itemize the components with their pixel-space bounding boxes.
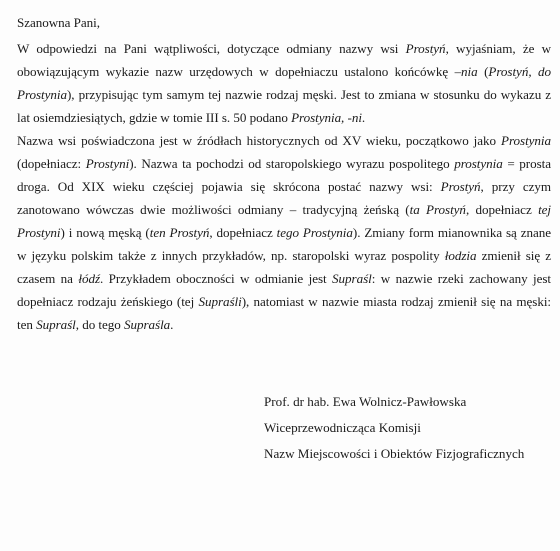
italic-text-run: prostynia (454, 156, 503, 171)
text-run: ). Zmiany form mianownika są znane w języku polskim także z innych przykładów, np. staropolski wyraz pospolity (17, 225, 551, 263)
text-run: ( (477, 64, 489, 79)
letter-body (17, 8, 551, 336)
italic-text-run: ta Prostyń (409, 202, 466, 217)
letter-paragraph-1 (17, 37, 551, 129)
text-run: Nazwa wsi poświadczona jest w źródłach historycznych od XV wieku, początkowo jako (17, 133, 502, 148)
italic-text-run: Supraśl (332, 271, 372, 286)
text-run: , przy czym zanotowano wówczas dwie możliwości odmiany – tradycyjną żeńską ( (17, 179, 551, 217)
italic-text-run: łódź (78, 271, 101, 286)
italic-text-run: Prostynia, -ni (291, 110, 362, 125)
italic-text-run: łodzia (444, 248, 477, 263)
signature-organization: Nazw Miejscowości i Obiektów Fizjograficznych (264, 446, 525, 461)
text-run: , dopełniacz (465, 202, 539, 217)
italic-text-run: Prostyń, do Prostynia (17, 64, 551, 102)
signature-role: Wiceprzewodnicząca Komisji (264, 420, 421, 435)
text-run: . Przykładem oboczności w odmianie jest (100, 271, 333, 286)
italic-text-run: Prostyń (440, 179, 481, 194)
text-run: zmienił się z czasem na (17, 248, 551, 286)
text-run: . (361, 110, 366, 125)
italic-text-run: Supraśl (36, 317, 76, 332)
text-run: , dopełniacz (209, 225, 277, 240)
text-run: W odpowiedzi na Pani wątpliwości, dotyczące odmiany nazwy wsi (17, 41, 406, 56)
signature-name: Prof. dr hab. Ewa Wolnicz-Pawłowska (264, 394, 467, 409)
text-run: ) i nową męską ( (60, 225, 150, 240)
signature-block (264, 389, 524, 467)
italic-text-run: ten Prostyń (149, 225, 210, 240)
text-run: ). Nazwa ta pochodzi od staropolskiego wyrazu pospolitego (129, 156, 455, 171)
italic-text-run: Prostynia (501, 133, 551, 148)
text-run: ), natomiast w nazwie miasta rodzaj zmienił się na męski: ten (17, 294, 552, 332)
text-run: , do tego (75, 317, 124, 332)
text-run: = prosta droga. Od XIX wieku częściej pojawia się skrócona postać nazwy wsi: (17, 156, 552, 194)
italic-text-run: Prostyni (85, 156, 130, 171)
letter-greeting: Szanowna Pani, (17, 15, 100, 30)
italic-text-run: tej Prostyni (17, 202, 551, 240)
italic-text-run: Prostyń (405, 41, 446, 56)
italic-text-run: Supraśli (198, 294, 242, 309)
italic-text-run: Supraśla (123, 317, 171, 332)
italic-text-run: –nia (454, 64, 478, 79)
letter-paragraph-2 (17, 129, 551, 336)
text-run: (dopełniacz: (17, 156, 86, 171)
text-run: . (170, 317, 174, 332)
italic-text-run: tego Prostynia (276, 225, 353, 240)
text-run: ), przypisując tym samym tej nazwie rodzaj męski. Jest to zmiana w stosunku do wykazu z lat osiemdziesiątych, gdzie w tomie III s. 50 podano (17, 87, 551, 125)
text-run: : w nazwie rzeki zachowany jest dopełniacz rodzaju żeńskiego (tej (17, 271, 552, 309)
text-run: , wyjaśniam, że w obowiązującym wykazie nazw urzędowych w dopełniaczu ustalono końcówkę (17, 41, 552, 79)
